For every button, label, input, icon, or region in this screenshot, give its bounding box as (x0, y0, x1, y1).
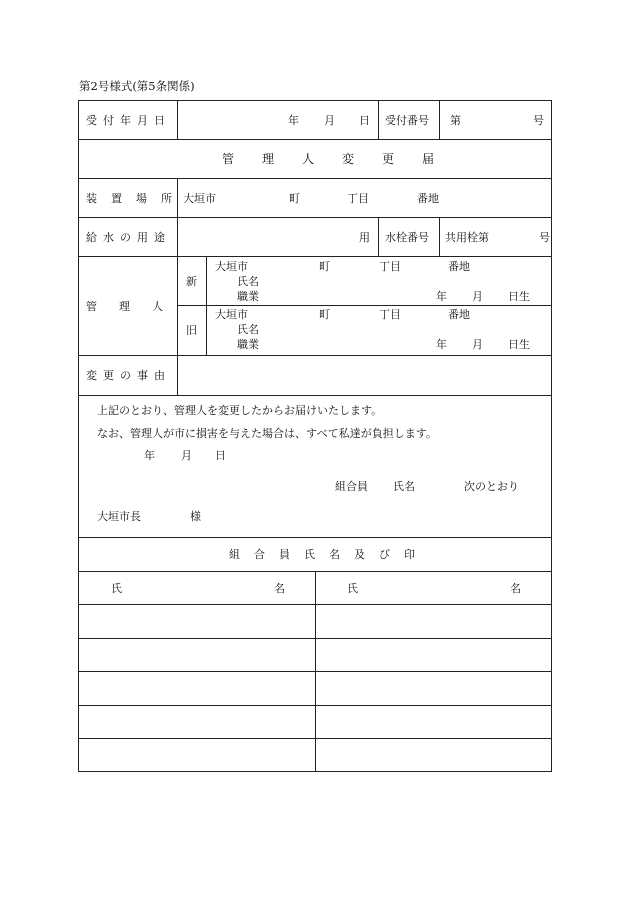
location-city: 大垣市 (183, 192, 216, 205)
received-date-label: 受付年月日 (86, 114, 171, 127)
usage-you: 用 (359, 231, 370, 244)
new-born: 日生 (508, 290, 530, 303)
new-chome: 丁目 (379, 260, 401, 273)
rule (78, 139, 552, 140)
old-year: 年 (436, 338, 447, 351)
rule (439, 217, 440, 256)
statement-year: 年 (144, 449, 155, 462)
rule (78, 355, 552, 356)
mayor-label: 大垣市長 (97, 510, 141, 523)
usage-label: 給水の用途 (86, 231, 171, 244)
rule (439, 100, 440, 139)
old-name-label: 氏名 (237, 323, 259, 336)
received-number-label: 受付番号 (385, 114, 429, 127)
reason-label: 変更の事由 (86, 369, 171, 382)
new-name-label: 氏名 (237, 275, 259, 288)
new-tag: 新 (186, 275, 197, 288)
manager-label: 管理人 (86, 300, 185, 313)
meter-number-label: 水栓番号 (385, 231, 429, 244)
members-col-right-a: 氏 (347, 582, 358, 595)
form-number: 第2号様式(第5条関係) (79, 79, 195, 93)
old-chome: 丁目 (379, 308, 401, 321)
member-name-label: 氏名 (393, 480, 415, 493)
rule (177, 100, 178, 139)
shared-tap-label: 共用栓第 (445, 231, 489, 244)
location-label: 装置場所 (86, 192, 186, 205)
old-job-label: 職業 (237, 338, 259, 351)
location-chome: 丁目 (347, 192, 369, 205)
rule (315, 571, 316, 772)
statement-line-1: 上記のとおり、管理人を変更したからお届けいたします。 (97, 404, 383, 417)
received-go: 号 (533, 114, 544, 127)
member-label: 組合員 (335, 480, 368, 493)
rule (177, 305, 552, 306)
received-month: 月 (324, 114, 335, 127)
rule (378, 100, 379, 139)
new-year: 年 (436, 290, 447, 303)
statement-day: 日 (215, 449, 226, 462)
old-month: 月 (472, 338, 483, 351)
rule (177, 256, 178, 395)
mayor-sama: 様 (190, 510, 201, 523)
new-machi: 町 (319, 260, 330, 273)
old-city: 大垣市 (215, 308, 248, 321)
rule (78, 178, 552, 179)
shared-tap-go: 号 (539, 231, 550, 244)
rule (78, 217, 552, 218)
rule (78, 395, 552, 396)
rule (78, 537, 552, 538)
old-machi: 町 (319, 308, 330, 321)
new-job-label: 職業 (237, 290, 259, 303)
members-col-left-a: 氏 (111, 582, 122, 595)
received-year: 年 (288, 114, 299, 127)
old-banchi: 番地 (448, 308, 470, 321)
as-follows-label: 次のとおり (464, 480, 519, 493)
new-city: 大垣市 (215, 260, 248, 273)
location-banchi: 番地 (417, 192, 439, 205)
received-dai: 第 (450, 114, 461, 127)
received-day: 日 (359, 114, 370, 127)
members-col-right-b: 名 (510, 582, 521, 595)
rule (378, 217, 379, 256)
members-col-left-b: 名 (274, 582, 285, 595)
rule (206, 256, 207, 355)
new-banchi: 番地 (448, 260, 470, 273)
location-machi: 町 (289, 192, 300, 205)
rule (177, 178, 178, 256)
members-title: 組合員氏名及び印 (229, 548, 429, 561)
statement-month: 月 (181, 449, 192, 462)
old-born: 日生 (508, 338, 530, 351)
form-title: 管理人変更届 (222, 152, 463, 166)
new-month: 月 (472, 290, 483, 303)
old-tag: 旧 (186, 324, 197, 337)
statement-line-2: なお、管理人が市に損害を与えた場合は、すべて私達が負担します。 (97, 427, 437, 440)
rule (78, 256, 552, 257)
